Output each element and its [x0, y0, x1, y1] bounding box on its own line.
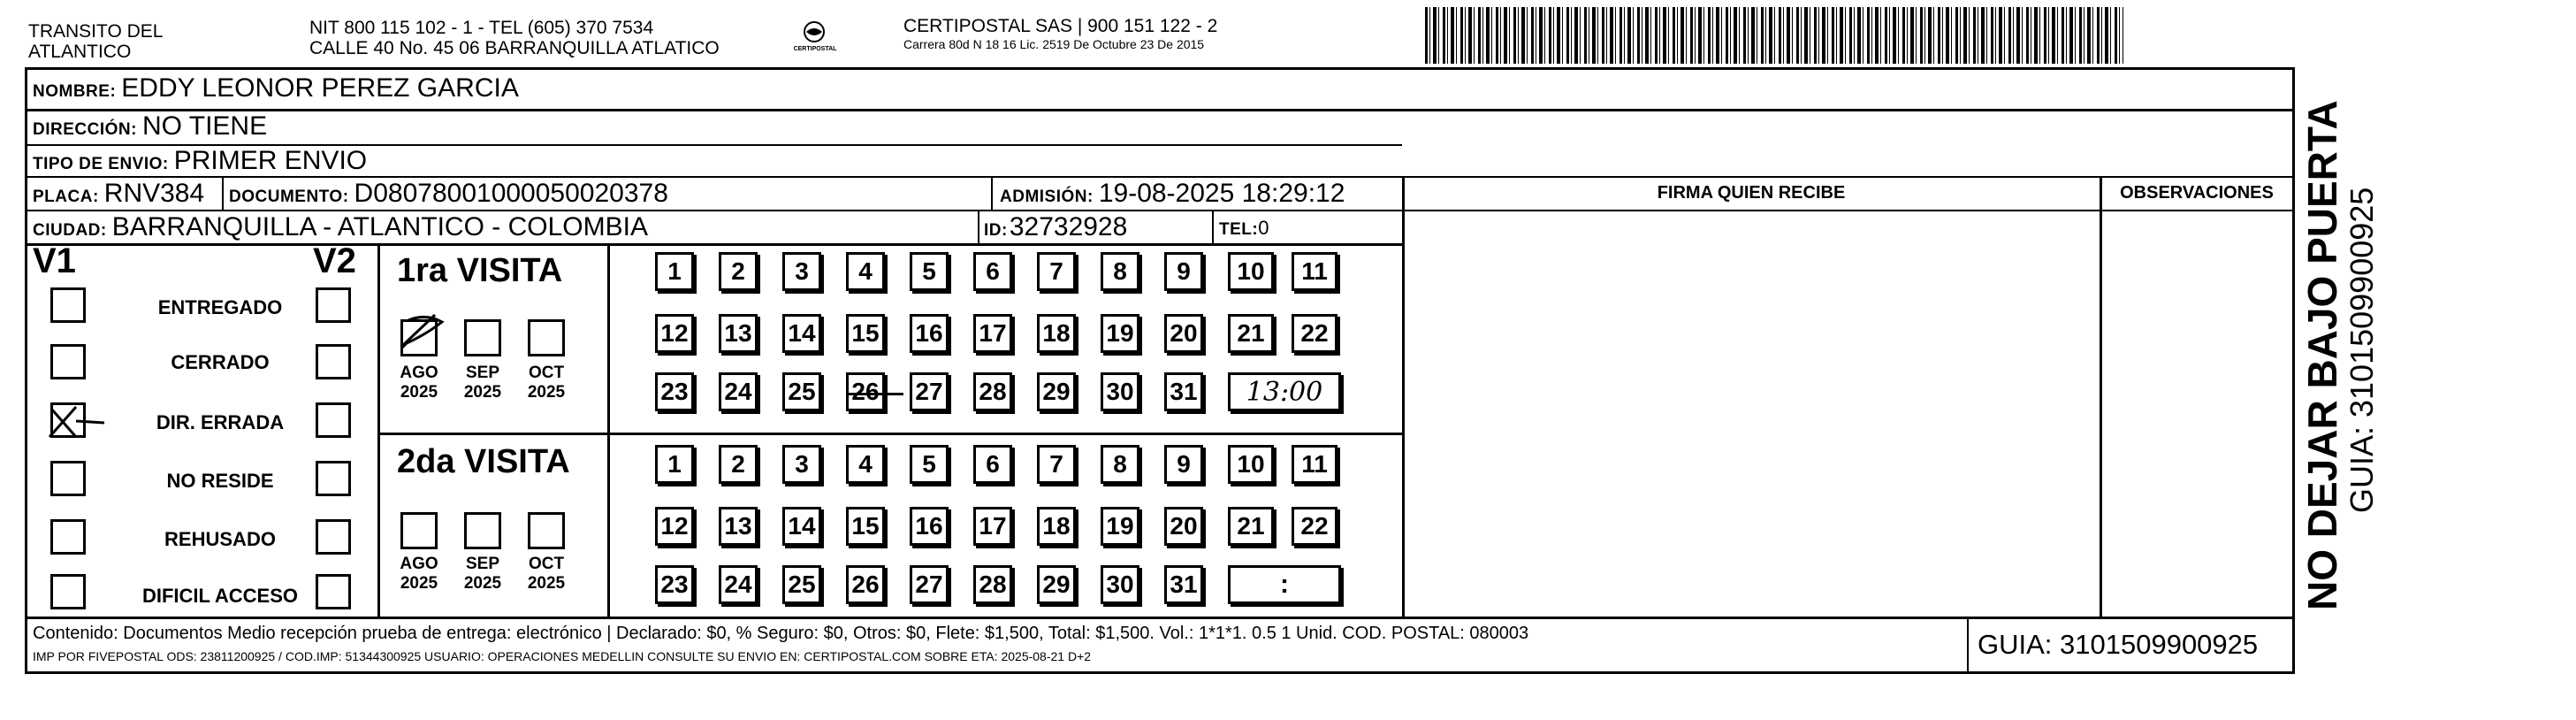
- tipo-label: TIPO DE ENVIO:: [33, 155, 169, 173]
- rule: [607, 243, 610, 617]
- visit-2-month-sep[interactable]: [464, 512, 501, 549]
- visit-2-day-1[interactable]: 1: [655, 445, 694, 484]
- nit-line: NIT 800 115 102 - 1 - TEL (605) 370 7534: [309, 18, 654, 38]
- rule: [1212, 210, 1214, 243]
- visit-1-day-23[interactable]: 23: [655, 372, 694, 411]
- footer-contenido: Contenido: Documentos Medio recepción prueba de entrega: electrónico | Declarado: $0, % Seguro: $0, Otros: $0, Flete: $1,500, Total: $1,500. Vol.: 1*1*1. 0.5 1 Unid. COD. POSTAL: 080003: [33, 624, 1529, 643]
- visit-1-day-26[interactable]: 26: [846, 372, 885, 411]
- documento-label: DOCUMENTO:: [229, 188, 349, 206]
- visit-1-day-6[interactable]: 6: [973, 252, 1012, 291]
- ciudad-label: CIUDAD:: [33, 221, 107, 240]
- visit-1-month-ago[interactable]: [400, 319, 438, 356]
- visit-1-day-12[interactable]: 12: [655, 314, 694, 353]
- visit-2-day-16[interactable]: 16: [910, 507, 949, 546]
- logo-icon: [794, 19, 835, 60]
- handwritten-x-mark: [46, 402, 108, 440]
- tel-label: TEL:: [1219, 220, 1259, 239]
- direccion-value: NO TIENE: [141, 111, 268, 141]
- handwritten-strike-mark: [847, 393, 903, 395]
- v1-checkbox-entregado[interactable]: [50, 287, 86, 323]
- visit-1-day-15[interactable]: 15: [846, 314, 885, 353]
- tipo-value: PRIMER ENVIO: [173, 146, 368, 175]
- visit-1-day-29[interactable]: 29: [1037, 372, 1076, 411]
- visit-1-label-ago: AGO 2025: [400, 364, 438, 402]
- visit-2-day-27[interactable]: 27: [910, 565, 949, 604]
- visit-1-day-5[interactable]: 5: [910, 252, 949, 291]
- v2-checkbox-cerrado[interactable]: [316, 344, 351, 379]
- visit-2-day-14[interactable]: 14: [782, 507, 821, 546]
- id-value: 32732928: [1009, 212, 1128, 241]
- admision-label: ADMISIÓN:: [1000, 188, 1094, 206]
- v2-checkbox-entregado[interactable]: [316, 287, 351, 323]
- visit-2-time-box[interactable]: :: [1228, 565, 1341, 604]
- side-warning: NO DEJAR BAJO PUERTA: [2299, 100, 2345, 610]
- logo-text: CERTIPOSTAL: [793, 46, 837, 52]
- visit-1-day-16[interactable]: 16: [910, 314, 949, 353]
- visit-1-day-22[interactable]: 22: [1292, 314, 1338, 353]
- visit-2-day-11[interactable]: 11: [1292, 445, 1338, 484]
- tipo-field: [33, 146, 367, 176]
- visit-1-day-8[interactable]: 8: [1101, 252, 1139, 291]
- visit-1-label-sep: SEP 2025: [463, 364, 502, 402]
- visit-2-day-30[interactable]: 30: [1101, 565, 1139, 604]
- tel-field: [1219, 217, 1269, 240]
- visit-2-day-29[interactable]: 29: [1037, 565, 1076, 604]
- visit-1-day-13[interactable]: 13: [719, 314, 758, 353]
- visit-1-day-1[interactable]: 1: [655, 252, 694, 291]
- footer-imp: IMP POR FIVEPOSTAL ODS: 23811200925 / COD.IMP: 51344300925 USUARIO: OPERACIONES MEDELLIN CONSULTE SU ENVIO EN: CERTIPOSTAL.COM SOBRE ETA: 2025-08-21 D+2: [33, 649, 1092, 663]
- company-name: [28, 21, 163, 62]
- rule: [377, 243, 380, 617]
- status-label-dificil-acceso: DIFICIL ACCESO: [141, 585, 298, 607]
- visit-1-day-7[interactable]: 7: [1037, 252, 1076, 291]
- visit-2-day-6[interactable]: 6: [973, 445, 1012, 484]
- visit-1-day-20[interactable]: 20: [1164, 314, 1203, 353]
- handwritten-check-mark: [400, 311, 453, 352]
- v1-checkbox-rehusado[interactable]: [50, 519, 86, 555]
- visit-2-day-28[interactable]: 28: [973, 565, 1012, 604]
- v2-header: V2: [313, 241, 356, 280]
- visit-2-day-10[interactable]: 10: [1228, 445, 1274, 484]
- ciudad-field: [33, 212, 648, 242]
- documento-field: [229, 179, 668, 209]
- visit-2-day-7[interactable]: 7: [1037, 445, 1076, 484]
- visit-2-month-oct[interactable]: [528, 512, 565, 549]
- visit-2-label-oct: OCT 2025: [527, 555, 566, 593]
- status-label-cerrado: CERRADO: [171, 351, 270, 373]
- certipostal-address: Carrera 80d N 18 16 Lic. 2519 De Octubre 23 De 2015: [903, 37, 1205, 51]
- visit-2-day-3[interactable]: 3: [782, 445, 821, 484]
- rule: [27, 243, 1402, 246]
- v1-checkbox-dificil-acceso[interactable]: [50, 574, 86, 609]
- admision-value: 19-08-2025 18:29:12: [1098, 179, 1345, 208]
- status-label-entregado: ENTREGADO: [157, 296, 283, 318]
- visit-2-day-4[interactable]: 4: [846, 445, 885, 484]
- v2-checkbox-rehusado[interactable]: [316, 519, 351, 555]
- visit-1-day-31[interactable]: 31: [1164, 372, 1203, 411]
- visit-1-day-10[interactable]: 10: [1228, 252, 1274, 291]
- footer-guia: GUIA: 3101509900925: [1978, 629, 2259, 660]
- visit-1-day-11[interactable]: 11: [1292, 252, 1338, 291]
- visit-2-day-31[interactable]: 31: [1164, 565, 1203, 604]
- rule: [1967, 617, 1969, 671]
- v1-checkbox-no-reside[interactable]: [50, 461, 86, 496]
- status-label-no-reside: NO RESIDE: [166, 470, 274, 492]
- visit-2-day-15[interactable]: 15: [846, 507, 885, 546]
- visit-1-month-sep[interactable]: [464, 319, 501, 356]
- visit-2-day-2[interactable]: 2: [719, 445, 758, 484]
- ciudad-value: BARRANQUILLA - ATLANTICO - COLOMBIA: [111, 212, 648, 241]
- visit-1-day-14[interactable]: 14: [782, 314, 821, 353]
- id-field: [984, 212, 1127, 242]
- v2-checkbox-dificil-acceso[interactable]: [316, 574, 351, 609]
- direccion-label: DIRECCIÓN:: [33, 120, 137, 139]
- status-label-dir-errada: DIR. ERRADA: [156, 411, 285, 433]
- visit-1-day-30[interactable]: 30: [1101, 372, 1139, 411]
- visit-2-day-20[interactable]: 20: [1164, 507, 1203, 546]
- observaciones-header: OBSERVACIONES: [2120, 183, 2274, 203]
- v2-checkbox-dir-errada[interactable]: [316, 402, 351, 438]
- tel-value: 0: [1258, 217, 1269, 239]
- v1-header: V1: [33, 241, 76, 280]
- visit-2-day-8[interactable]: 8: [1101, 445, 1139, 484]
- rule: [27, 617, 2292, 619]
- v2-checkbox-no-reside[interactable]: [316, 461, 351, 496]
- admision-field: [1000, 179, 1345, 209]
- visit-1-day-25[interactable]: 25: [782, 372, 821, 411]
- visit-1-day-19[interactable]: 19: [1101, 314, 1139, 353]
- visit-2-month-ago[interactable]: [400, 512, 438, 549]
- rule: [978, 210, 979, 243]
- nombre-value: EDDY LEONOR PEREZ GARCIA: [121, 73, 519, 103]
- visit-1-label-oct: OCT 2025: [527, 364, 566, 402]
- visit-2-title: 2da VISITA: [397, 443, 570, 480]
- nombre-field: [33, 73, 519, 103]
- placa-value: RNV384: [103, 179, 205, 208]
- rule: [991, 176, 993, 210]
- rule: [27, 176, 2292, 178]
- rule: [222, 176, 224, 210]
- rule: [27, 210, 1402, 211]
- firma-header: FIRMA QUIEN RECIBE: [1657, 183, 1846, 203]
- visit-1-day-28[interactable]: 28: [973, 372, 1012, 411]
- certipostal-info: [903, 16, 1217, 51]
- certipostal-logo: [794, 19, 835, 60]
- v1-checkbox-dir-errada[interactable]: [50, 402, 86, 438]
- visit-1-day-17[interactable]: 17: [973, 314, 1012, 353]
- rule: [1402, 210, 2292, 211]
- visit-2-day-26[interactable]: 26: [846, 565, 885, 604]
- rule: [377, 433, 1402, 435]
- direccion-field: [33, 111, 267, 142]
- visit-1-day-2[interactable]: 2: [719, 252, 758, 291]
- signature-area[interactable]: [1405, 212, 2098, 615]
- visit-2-day-9[interactable]: 9: [1164, 445, 1203, 484]
- visit-1-month-oct[interactable]: [528, 319, 565, 356]
- visit-1-day-27[interactable]: 27: [910, 372, 949, 411]
- visit-1-day-24[interactable]: 24: [719, 372, 758, 411]
- visit-2-day-25[interactable]: 25: [782, 565, 821, 604]
- visit-1-day-9[interactable]: 9: [1164, 252, 1203, 291]
- visit-2-day-24[interactable]: 24: [719, 565, 758, 604]
- rule: [27, 109, 2292, 111]
- form-frame: [25, 67, 2295, 674]
- visit-2-day-19[interactable]: 19: [1101, 507, 1139, 546]
- visit-1-day-18[interactable]: 18: [1037, 314, 1076, 353]
- visit-1-day-4[interactable]: 4: [846, 252, 885, 291]
- visit-2-day-18[interactable]: 18: [1037, 507, 1076, 546]
- visit-2-day-22[interactable]: 22: [1292, 507, 1338, 546]
- visit-2-label-sep: SEP 2025: [463, 555, 502, 593]
- visit-2-day-13[interactable]: 13: [719, 507, 758, 546]
- visit-1-day-21[interactable]: 21: [1228, 314, 1274, 353]
- barcode: [1425, 7, 2123, 64]
- visit-2-day-5[interactable]: 5: [910, 445, 949, 484]
- side-guia: GUIA: 3101509900925: [2344, 187, 2380, 513]
- visit-2-day-12[interactable]: 12: [655, 507, 694, 546]
- company-contact: [309, 18, 720, 58]
- observations-area[interactable]: [2102, 212, 2291, 615]
- visit-2-day-17[interactable]: 17: [973, 507, 1012, 546]
- visit-2-day-21[interactable]: 21: [1228, 507, 1274, 546]
- company-line-1: TRANSITO DEL: [28, 21, 164, 42]
- address-line: CALLE 40 No. 45 06 BARRANQUILLA ATLATICO: [309, 38, 720, 58]
- visit-2-label-ago: AGO 2025: [400, 555, 438, 593]
- placa-label: PLACA:: [33, 188, 99, 206]
- documento-value: D08078001000050020378: [354, 179, 668, 208]
- visit-1-time-box[interactable]: 13:00: [1228, 372, 1341, 411]
- visit-2-day-23[interactable]: 23: [655, 565, 694, 604]
- visit-1-title: 1ra VISITA: [397, 252, 563, 289]
- placa-field: [33, 179, 204, 209]
- v1-checkbox-cerrado[interactable]: [50, 344, 86, 379]
- nombre-label: NOMBRE:: [33, 82, 117, 101]
- certipostal-line: CERTIPOSTAL SAS | 900 151 122 - 2: [903, 16, 1218, 36]
- visit-1-day-3[interactable]: 3: [782, 252, 821, 291]
- status-label-rehusado: REHUSADO: [164, 528, 276, 550]
- company-line-2: ATLANTICO: [28, 42, 132, 62]
- id-label: ID:: [984, 221, 1008, 240]
